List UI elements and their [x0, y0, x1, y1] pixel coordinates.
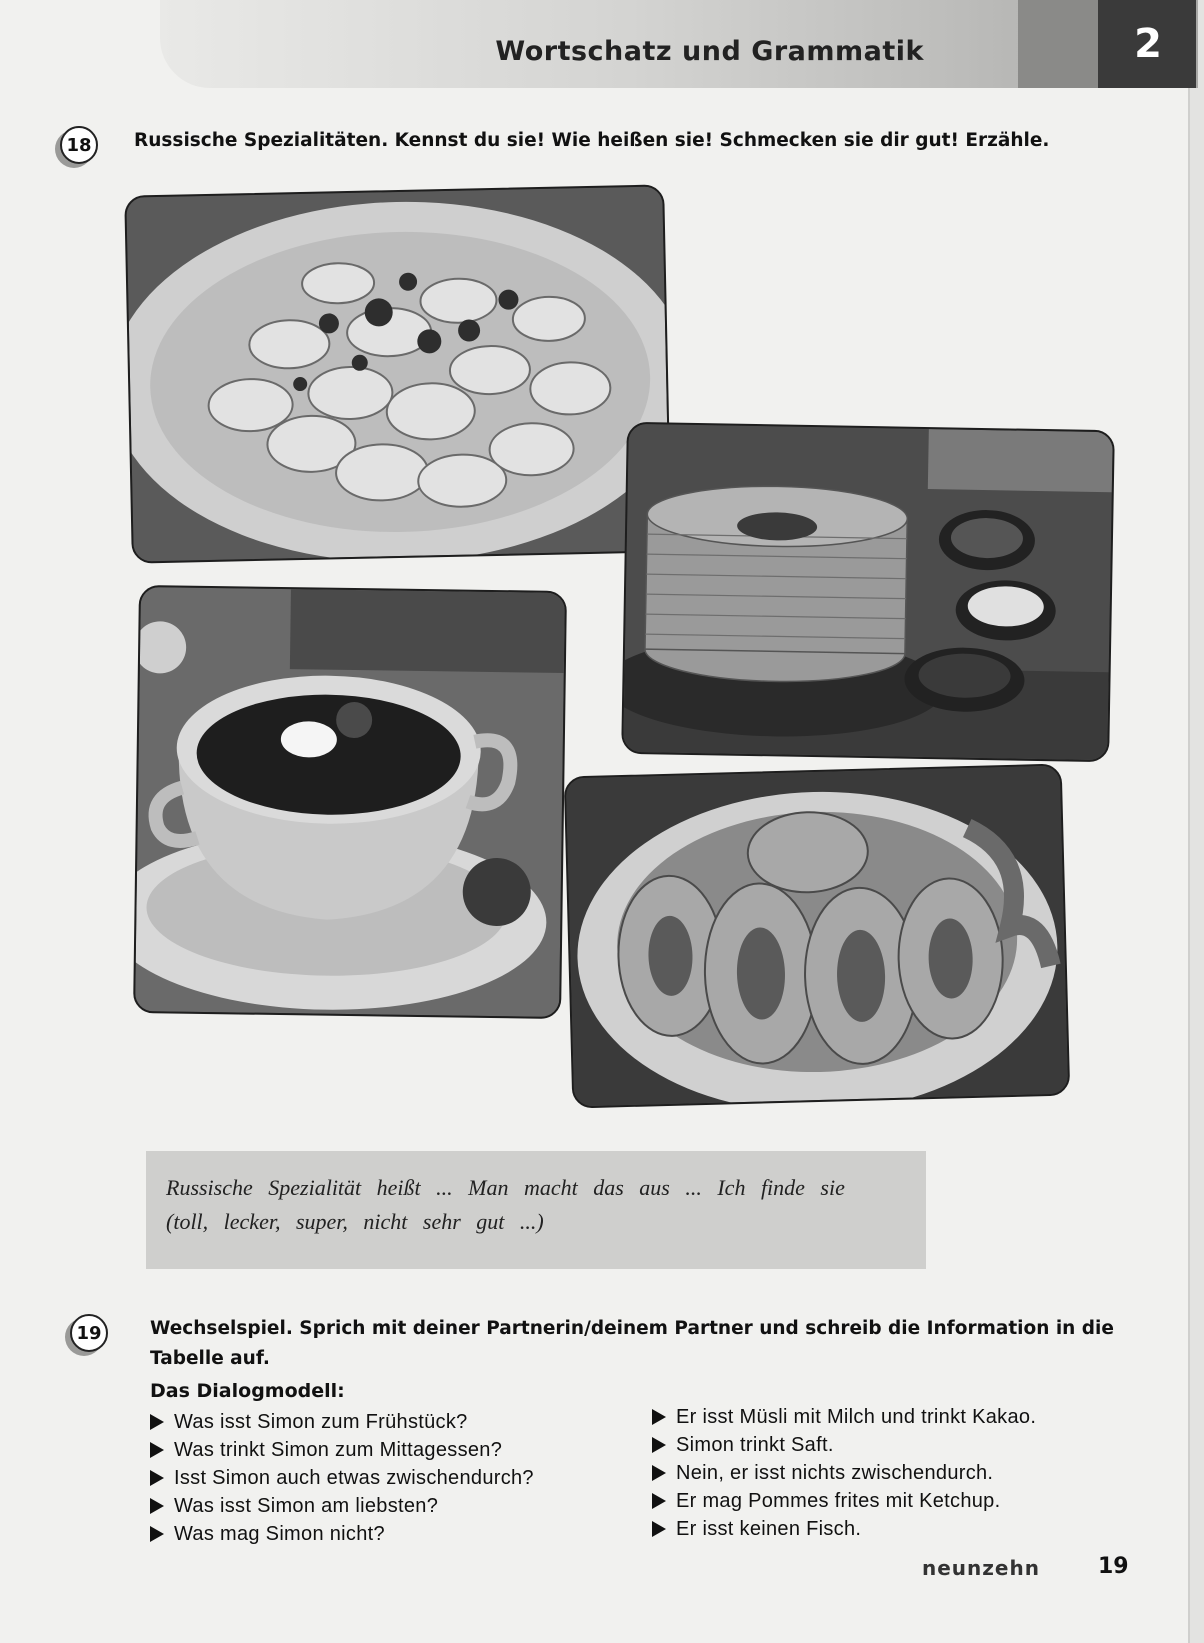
exercise-instruction-line-1: Wechselspiel. Sprich mit deiner Partnerin/deinem Partner und schreib die Information in die — [150, 1318, 1114, 1339]
pirozhki-photo — [564, 764, 1071, 1109]
chapter-number: 2 — [1098, 0, 1196, 88]
borscht-photo — [133, 585, 567, 1019]
list-item: Er isst Müsli mit Milch und trinkt Kakao. — [652, 1403, 1036, 1431]
exercise-instruction: Russische Spezialitäten. Kennst du sie! Wie heißen sie! Schmecken sie dir gut! Erzähle. — [134, 130, 1050, 151]
question-list — [150, 1408, 534, 1548]
triangle-bullet-icon — [150, 1414, 164, 1430]
phrase-box — [146, 1151, 926, 1269]
list-item: Was mag Simon nicht? — [150, 1520, 534, 1548]
list-item: Was trinkt Simon zum Mittagessen? — [150, 1436, 534, 1464]
answer-list — [652, 1403, 1036, 1543]
triangle-bullet-icon — [150, 1526, 164, 1542]
triangle-bullet-icon — [652, 1521, 666, 1537]
triangle-bullet-icon — [652, 1465, 666, 1481]
list-item: Was isst Simon zum Frühstück? — [150, 1408, 534, 1436]
list-item: Nein, er isst nichts zwischendurch. — [652, 1459, 1036, 1487]
page-number-word: neunzehn — [922, 1556, 1040, 1580]
exercise-number-badge: 18 — [60, 126, 98, 164]
list-item: Er mag Pommes frites mit Ketchup. — [652, 1487, 1036, 1515]
list-item: Simon trinkt Saft. — [652, 1431, 1036, 1459]
triangle-bullet-icon — [150, 1470, 164, 1486]
list-item: Isst Simon auch etwas zwischendurch? — [150, 1464, 534, 1492]
phrase-line-1: Russische Spezialität heißt ... Man macht das aus ... Ich finde sie — [166, 1175, 845, 1200]
list-item: Er isst keinen Fisch. — [652, 1515, 1036, 1543]
pelmeni-photo — [124, 184, 672, 563]
page-number: 19 — [1098, 1554, 1129, 1579]
triangle-bullet-icon — [652, 1493, 666, 1509]
section-title: Wortschatz und Grammatik — [495, 36, 924, 67]
dialog-title: Das Dialogmodell: — [150, 1380, 345, 1402]
triangle-bullet-icon — [652, 1409, 666, 1425]
phrase-line-2: (toll, lecker, super, nicht sehr gut ...) — [166, 1209, 544, 1234]
exercise-instruction-line-2: Tabelle auf. — [150, 1348, 270, 1369]
list-item: Was isst Simon am liebsten? — [150, 1492, 534, 1520]
exercise-number-badge: 19 — [70, 1314, 108, 1352]
page-edge — [1188, 0, 1204, 1643]
triangle-bullet-icon — [150, 1442, 164, 1458]
triangle-bullet-icon — [150, 1498, 164, 1514]
bliny-photo — [621, 422, 1115, 762]
triangle-bullet-icon — [652, 1437, 666, 1453]
